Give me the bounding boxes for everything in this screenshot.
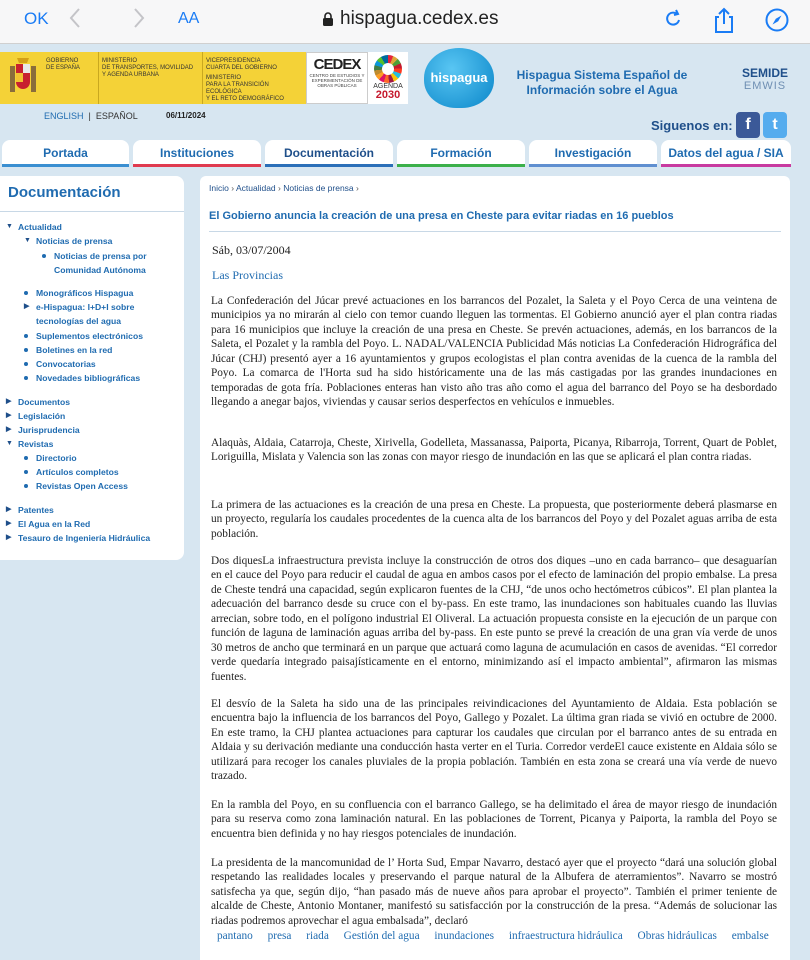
sidebar-item-boletines[interactable]: [24, 343, 112, 357]
lock-icon: [322, 12, 334, 27]
reload-icon[interactable]: [664, 7, 684, 36]
caret-right-icon: ▶: [24, 303, 30, 310]
compass-icon[interactable]: [764, 7, 790, 38]
semide-logo[interactable]: [742, 66, 788, 92]
tab-label: Documentación: [283, 146, 374, 160]
sidebar-item-label: Novedades bibliográficas: [36, 373, 141, 383]
bullet-icon: [24, 348, 28, 352]
sidebar: [0, 176, 184, 560]
sidebar-item-revistas[interactable]: [6, 437, 53, 451]
tag-link[interactable]: infraestructura hidráulica: [508, 930, 623, 942]
divider: [209, 231, 781, 232]
sidebar-item-articulos[interactable]: [24, 465, 119, 479]
gov-text: DE ESPAÑA: [46, 65, 80, 71]
twitter-icon[interactable]: t: [763, 112, 787, 138]
english-link[interactable]: ENGLISH: [44, 111, 84, 121]
article-title: El Gobierno anuncia la creación de una presa en Cheste para evitar riadas en 16 pueblos: [209, 210, 674, 222]
sidebar-item-label: Suplementos electrónicos: [36, 331, 143, 341]
semide-text: SEMIDE: [742, 66, 789, 80]
language-separator: |: [88, 111, 91, 121]
sidebar-item-label: tecnologías del agua: [36, 316, 122, 326]
sidebar-item-label: El Agua en la Red: [18, 519, 91, 529]
ok-button[interactable]: OK: [24, 9, 49, 28]
caret-right-icon: ▶: [6, 426, 12, 433]
ministry-text: CUARTA DEL GOBIERNO: [206, 65, 277, 71]
sidebar-item-label: Boletines en la red: [36, 345, 113, 355]
sidebar-item-label: Jurisprudencia: [18, 425, 80, 435]
tag-link[interactable]: embalse: [731, 930, 769, 942]
tag-link[interactable]: pantano: [217, 930, 253, 942]
sidebar-item-legislacion[interactable]: [6, 409, 65, 423]
tab-label: Datos del agua / SIA: [668, 146, 784, 160]
article-tags: [217, 929, 783, 944]
article-paragraph: En la rambla del Poyo, en su confluencia con el barranco Gallego, se ha delimitado el área de mayor riesgo de inundación para su reserva como zona laminación natural. En las poblaciones de Torrent, Picanya y Paiporta, la rambla del Poyo se encuentra bien definida y no hay riesgos potenciales de inundación.: [211, 799, 777, 840]
caret-down-icon: ▼: [24, 237, 31, 244]
coat-of-arms-icon: [0, 52, 46, 104]
bullet-icon: [24, 291, 28, 295]
ministry-text: DE TRANSPORTES, MOVILIDAD: [102, 65, 194, 71]
breadcrumb: [209, 183, 359, 193]
text-size-button[interactable]: AA: [178, 10, 200, 27]
tab-instituciones[interactable]: [133, 140, 261, 167]
tab-documentacion[interactable]: [265, 140, 393, 167]
sidebar-item-jurisprudencia[interactable]: [6, 423, 80, 437]
sidebar-item-revistas-open-access[interactable]: [24, 479, 128, 493]
sidebar-item-label: Artículos completos: [36, 467, 119, 477]
tab-label: Investigación: [554, 146, 632, 160]
bullet-icon: [24, 470, 28, 474]
caret-right-icon: ▶: [6, 506, 12, 513]
caret-down-icon: ▼: [6, 223, 13, 230]
main-navigation: [0, 140, 810, 168]
sidebar-item-label: Patentes: [18, 505, 54, 515]
sidebar-item-label: Convocatorias: [36, 359, 96, 369]
follow-us-label: Siguenos en:: [651, 118, 733, 133]
article-source: Las Provincias: [212, 268, 283, 282]
sidebar-item-convocatorias[interactable]: [24, 357, 96, 371]
bullet-icon: [24, 376, 28, 380]
address-bar[interactable]: [322, 8, 498, 30]
caret-right-icon: ▶: [6, 398, 12, 405]
tag-link[interactable]: riada: [306, 930, 329, 942]
agenda-label: AGENDA: [373, 83, 403, 90]
article-paragraph: La presidenta de la mancomunidad de l’ Horta Sud, Empar Navarro, destacó ayer que el proyecto “dará una solución global respetando las realidades locales y preservando el parque natural de la Albufera de aterramientos”. Navarro se mostró satisfecha ya que, según dijo, “han pasado más de nueve años para aprobar el proyecto”. También el primer teniente de alcalde de Cheste, Antonio Montaner, manifestó su satisfacción por la construcción de la presa. “Además de solucionar las riadas podremos aprovechar el agua embalsada”, declaró: [211, 857, 777, 927]
tab-investigacion[interactable]: [529, 140, 657, 167]
article-paragraph: La Confederación del Júcar prevé actuaciones en los barrancos del Pozalet, la Saleta y el Poyo Cerca de una veintena de municipios ya no mirarán al cielo con temor cuando lleguen las tormentas. El Gobierno anunció ayer el plan contra riadas para 16 municipios que incluye la creación de una presa en Cheste. Se prevén actuaciones, además, en los barrancos de la Saleta, el Pozalet y la rambla del Poyo. L. NADAL/VALENCIA Publicidad Más noticias La Confederación Hidrográfica del Júcar (CHJ) presentó ayer a 16 ayuntamientos y grupos ecologistas el plan contra avenidas de la cuenca de la rambla del Poyo. La comarca de l'Horta sud ha sido históricamente una de las más castigadas por las grandes inundaciones en temporadas de gota fría. Poblaciones enteras han visto año tras año como el agua del barranco del Poyo se ha desbordado llegando a anegar bajos, viviendas y causar serios desperfectos en vehículos e inmuebles.: [211, 295, 777, 409]
sidebar-item-patentes[interactable]: [6, 503, 54, 517]
caret-right-icon: ▶: [6, 534, 12, 541]
sidebar-item-noticias-por-comunidad[interactable]: [42, 249, 182, 277]
espanol-link[interactable]: ESPAÑOL: [95, 111, 138, 121]
gov-text: GOBIERNO: [46, 58, 79, 64]
sidebar-item-label: e-Hispagua: I+D+I sobre: [36, 302, 135, 312]
breadcrumb-inicio[interactable]: Inicio: [209, 183, 229, 193]
sidebar-item-label: Comunidad Autónoma: [54, 265, 146, 275]
tab-label: Formación: [430, 146, 492, 160]
sidebar-item-documentos[interactable]: [6, 395, 70, 409]
ministry-text: Y EL RETO DEMOGRÁFICO: [206, 96, 284, 102]
agenda-2030-logo[interactable]: [368, 52, 408, 104]
tab-portada[interactable]: [2, 140, 129, 167]
bullet-icon: [42, 254, 46, 258]
breadcrumb-separator: ›: [278, 183, 281, 193]
tag-link[interactable]: Gestión del agua: [343, 930, 420, 942]
sdg-wheel-icon: [374, 55, 402, 83]
sidebar-item-label: Noticias de prensa: [36, 236, 113, 246]
tab-label: Instituciones: [159, 146, 234, 160]
emwis-text: EMWIS: [743, 80, 787, 92]
tag-link[interactable]: inundaciones: [434, 930, 495, 942]
current-date: 06/11/2024: [166, 111, 206, 120]
caret-right-icon: ▶: [6, 520, 12, 527]
tab-label: Portada: [43, 146, 88, 160]
caret-right-icon: ▶: [6, 412, 12, 419]
article-paragraph: El desvío de la Saleta ha sido una de las principales reivindicaciones del Ayuntamiento de Aldaia. Esta población se encuentra bajo la influencia de los barrancos del Poyo, Gallego y Pozalet. La última gran riada se vivió en octubre de 2000. En este tramo, la CHJ plantea actuaciones para capturar los caudales que circulan por el barranco antes de su entrada en Aldaia y su derivación mediante una conducción hasta verter en el Turia. Corredor verdeEl cauce existente en Aldaia sólo se utilizará para recoger los canales pluviales de la propia población. También en esta zona se creará una vía verde de nuevo trazado.: [211, 698, 777, 783]
sidebar-item-tesauro[interactable]: [6, 531, 150, 545]
breadcrumb-noticias[interactable]: Noticias de prensa: [283, 183, 354, 193]
sidebar-item-directorio[interactable]: [24, 451, 77, 465]
cedex-subtitle: CENTRO DE ESTUDIOS Y EXPERIMENTACIÓN DE OBRAS PÚBLICAS: [309, 73, 365, 88]
ministry-text: Y AGENDA URBANA: [102, 72, 159, 78]
sidebar-item-label: Legislación: [18, 411, 66, 421]
back-icon[interactable]: [68, 6, 82, 36]
main-content: [200, 176, 790, 960]
tag-link[interactable]: Obras hidráulicas: [637, 930, 717, 942]
ministry-text: PARA LA TRANSICIÓN ECOLÓGICA: [206, 82, 269, 95]
utility-row: [0, 110, 810, 138]
ministry-text: VICEPRESIDENCIA: [206, 58, 261, 64]
sidebar-item-label: Directorio: [36, 453, 77, 463]
sidebar-item-noticias-de-prensa[interactable]: [24, 234, 112, 248]
agenda-year: 2030: [375, 89, 401, 101]
sidebar-item-label: Actualidad: [18, 222, 62, 232]
sidebar-item-novedades[interactable]: [24, 371, 140, 385]
sidebar-item-suplementos[interactable]: [24, 329, 143, 343]
cedex-logo-text: CEDEX: [313, 56, 361, 73]
article-paragraph: La primera de las actuaciones es la creación de una presa en Cheste. La propuesta, que posteriormente deberá plasmarse en un proyecto, regularía los caudales procedentes de la cuenca alta de los barrancos del Poyo y del Pozalet aguas arriba de esta población.: [211, 499, 777, 540]
article-paragraph: Dos diquesLa infraestructura prevista incluye la construcción de otros dos diques –uno en cada barranco– que desaguarían en el cauce del Poyo para reducir el caudal de agua en ambos casos por el efecto de laminación del propio embalse. La presa de Cheste tendrá una capacidad, según explicaron fuentes de la CHJ, “de unos ocho hectómetros cúbicos”. El plan plantea la adecuación del barranco desde su cruce con el by-pass. En este tramo, las inundaciones son habituales cuando las lluvias arrecian, sobre todo, en el polígono industrial El Oliveral. La actuación propuesta consiste en la ejecución de un parque con función de laguna de laminación aguas arriba del by-pass. En este punto se prevé la creación de una gran vía verde de unos 30 metros de ancho que terminará en un parque que actuará como laguna de acumulación en casos de avenidas. “El corredor verde quedaría integrado paisajísticamente en el entorno, minimizando así el impacto ambiental”, afirmaron las mismas fuentes.: [211, 555, 777, 683]
sidebar-item-e-hispagua[interactable]: [24, 300, 182, 328]
breadcrumb-actualidad[interactable]: Actualidad: [235, 183, 276, 193]
site-title: Hispagua Sistema Español de Información sobre el Agua: [516, 68, 688, 97]
tag-link[interactable]: presa: [267, 930, 292, 942]
caret-down-icon: ▼: [6, 440, 13, 447]
forward-icon[interactable]: [132, 6, 146, 36]
ministry-text: MINISTERIO: [102, 58, 138, 64]
sidebar-item-label: Monográficos Hispagua: [36, 288, 134, 298]
sidebar-item-label: Revistas Open Access: [36, 481, 128, 491]
sidebar-item-agua-en-la-red[interactable]: [6, 517, 90, 531]
cedex-logo[interactable]: [306, 52, 368, 104]
government-logo[interactable]: [0, 52, 306, 104]
hispagua-logo[interactable]: hispagua: [424, 48, 494, 108]
article-paragraph: Alaquàs, Aldaia, Catarroja, Cheste, Xirivella, Godelleta, Massanassa, Paiporta, Picanya, Ribarroja, Torrent, Quart de Poblet, Loriguilla, Mislata y Valencia son las zonas con mayor riesgo de inundación en las que se aplicará el plan contra riadas.: [211, 437, 777, 464]
browser-toolbar: [0, 0, 810, 44]
facebook-icon[interactable]: f: [736, 112, 760, 138]
sidebar-item-label: Documentos: [18, 397, 71, 407]
sidebar-item-label: Noticias de prensa por: [54, 251, 147, 261]
bullet-icon: [24, 456, 28, 460]
article-date: Sáb, 03/07/2004: [212, 243, 291, 257]
bullet-icon: [24, 484, 28, 488]
site-header: [0, 48, 810, 112]
sidebar-item-label: Revistas: [18, 439, 54, 449]
breadcrumb-separator: ›: [231, 183, 235, 193]
tab-formacion[interactable]: [397, 140, 525, 167]
bullet-icon: [24, 362, 28, 366]
share-icon[interactable]: [712, 7, 736, 40]
sidebar-item-actualidad[interactable]: [6, 220, 62, 234]
sidebar-item-monograficos[interactable]: [24, 286, 133, 300]
url-text: hispagua.cedex.es: [340, 8, 499, 29]
sidebar-title: Documentación: [0, 176, 184, 212]
sidebar-item-label: Tesauro de Ingeniería Hidráulica: [18, 533, 151, 543]
tab-datos-del-agua[interactable]: [661, 140, 791, 167]
language-switcher: [44, 111, 138, 121]
ministry-text: MINISTERIO: [206, 75, 242, 81]
bullet-icon: [24, 334, 28, 338]
breadcrumb-separator: ›: [356, 183, 359, 193]
